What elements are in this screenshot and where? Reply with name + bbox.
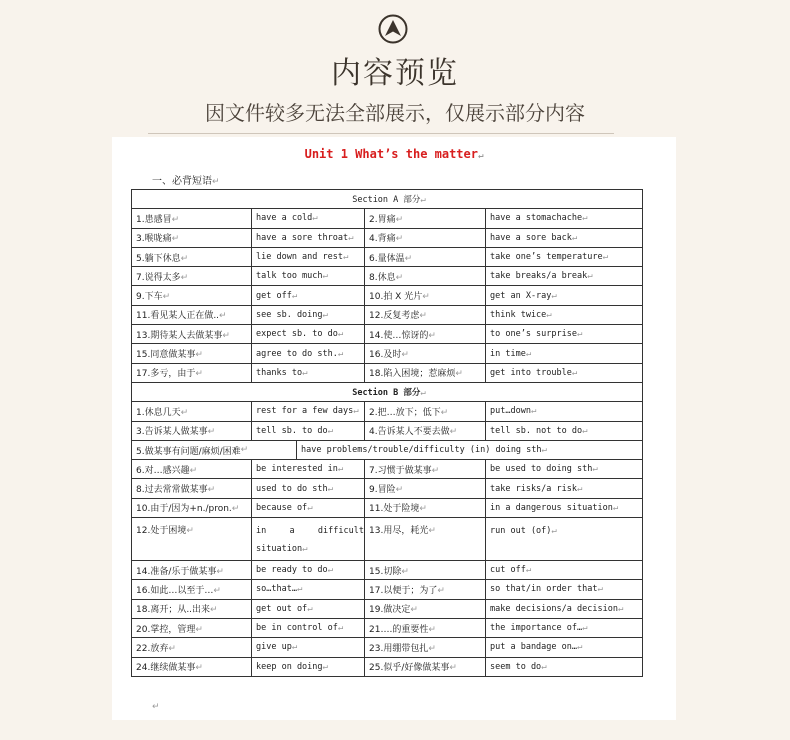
table-cell: seem to do↵: [486, 657, 643, 676]
table-cell: 10.拍 X 光片↵: [365, 286, 486, 305]
table-cell: to one’s surprise↵: [486, 325, 643, 344]
table-cell: 6.量体温↵: [365, 247, 486, 266]
table-cell: be interested in↵: [252, 460, 365, 479]
table-cell: 3.喉咙痛↵: [132, 228, 252, 247]
table-row: [132, 580, 643, 599]
table-row: [132, 460, 643, 479]
table-row: [132, 209, 643, 228]
table-cell: 10.由于/因为+n./pron.↵: [132, 498, 252, 517]
table-cell: 5.做某事有问题/麻烦/困难 ↵: [132, 441, 297, 459]
table-cell: expect sb. to do↵: [252, 325, 365, 344]
table-cell: lie down and rest↵: [252, 247, 365, 266]
table-cell: get out of↵: [252, 599, 365, 618]
wide-row-cell: [132, 440, 643, 459]
table-cell: 18.陷入困境；惹麻烦↵: [365, 363, 486, 382]
table-row: [132, 518, 643, 561]
table-row: [132, 440, 643, 459]
section-header-row: [132, 190, 643, 209]
table-cell: talk too much↵: [252, 267, 365, 286]
table-cell: 8.休息↵: [365, 267, 486, 286]
table-cell: take one’s temperature↵: [486, 247, 643, 266]
table-cell: be ready to do↵: [252, 561, 365, 580]
table-cell: 2.胃痛↵: [365, 209, 486, 228]
table-cell: 18.离开；从..出来↵: [132, 599, 252, 618]
table-cell: give up↵: [252, 638, 365, 657]
table-row: [132, 479, 643, 498]
table-cell: 7.说得太多↵: [132, 267, 252, 286]
table-cell: 9.冒险↵: [365, 479, 486, 498]
table-cell: 11.看见某人正在做..↵: [132, 305, 252, 324]
table-cell: so…that…↵: [252, 580, 365, 599]
table-cell: get into trouble↵: [486, 363, 643, 382]
table-cell: the importance of…↵: [486, 618, 643, 637]
table-cell: 19.做决定↵: [365, 599, 486, 618]
section-heading: 一、必背短语↵: [152, 176, 220, 187]
table-row: [132, 599, 643, 618]
table-cell: 11.处于险境↵: [365, 498, 486, 517]
table-cell: 17.多亏，由于↵: [132, 363, 252, 382]
table-row: [132, 286, 643, 305]
table-cell: rest for a few days↵: [252, 402, 365, 421]
table-cell: make decisions/a decision↵: [486, 599, 643, 618]
table-cell: 12.反复考虑↵: [365, 305, 486, 324]
table-cell: 1.休息几天↵: [132, 402, 252, 421]
page-subtitle: 因文件较多无法全部展示，仅展示部分内容: [205, 101, 585, 125]
table-cell: have a stomachache↵: [486, 209, 643, 228]
table-cell: 1.患感冒↵: [132, 209, 252, 228]
table-row: [132, 421, 643, 440]
table-cell: 13.期待某人去做某事↵: [132, 325, 252, 344]
table-row: [132, 402, 643, 421]
table-cell: 22.放弃↵: [132, 638, 252, 657]
table-cell: 21….的重要性↵: [365, 618, 486, 637]
paragraph-mark: ↵: [152, 702, 160, 712]
table-cell: 3.告诉某人做某事↵: [132, 421, 252, 440]
table-cell: agree to do sth.↵: [252, 344, 365, 363]
table-cell: in a dangerous situation↵: [486, 498, 643, 517]
table-cell: see sb. doing↵: [252, 305, 365, 324]
phrase-table: [131, 189, 643, 677]
table-cell: cut off↵: [486, 561, 643, 580]
table-row: [132, 618, 643, 637]
table-cell: take breaks/a break↵: [486, 267, 643, 286]
table-row: [132, 305, 643, 324]
table-cell: be used to doing sth↵: [486, 460, 643, 479]
document-preview: [112, 137, 676, 720]
table-row: [132, 267, 643, 286]
table-row: [132, 247, 643, 266]
table-cell: get an X-ray↵: [486, 286, 643, 305]
table-row: [132, 561, 643, 580]
table-cell: tell sb. not to do↵: [486, 421, 643, 440]
table-cell: 12.处于困境↵: [132, 518, 252, 561]
table-cell: think twice↵: [486, 305, 643, 324]
table-cell: 20.掌控，管理↵: [132, 618, 252, 637]
table-cell: 23.用绷带包扎↵: [365, 638, 486, 657]
table-cell: have problems/trouble/difficulty (in) doing sth ↵: [301, 445, 547, 455]
table-cell: because of↵: [252, 498, 365, 517]
table-row: [132, 228, 643, 247]
table-cell: have a sore back↵: [486, 228, 643, 247]
divider: [148, 133, 614, 134]
table-cell: get off↵: [252, 286, 365, 305]
table-row: [132, 344, 643, 363]
table-cell: 24.继续做某事↵: [132, 657, 252, 676]
table-cell: 9.下车↵: [132, 286, 252, 305]
table-cell: 16.及时↵: [365, 344, 486, 363]
table-cell: 2.把…放下；低下↵: [365, 402, 486, 421]
section-header-row: [132, 382, 643, 401]
table-cell: 4.告诉某人不要去做↵: [365, 421, 486, 440]
table-cell: tell sb. to do↵: [252, 421, 365, 440]
table-cell: 16.如此…以至于…↵: [132, 580, 252, 599]
table-cell: run out (of)↵: [486, 518, 643, 561]
table-cell: put a bandage on…↵: [486, 638, 643, 657]
table-cell: thanks to↵: [252, 363, 365, 382]
table-row: [132, 498, 643, 517]
compass-arrow-icon: [378, 14, 408, 44]
table-cell: in time↵: [486, 344, 643, 363]
table-cell: 13.用尽，耗光↵: [365, 518, 486, 561]
table-cell: in a difficult situation↵: [252, 518, 365, 561]
section-title: Section A 部分↵: [132, 190, 643, 209]
table-row: [132, 363, 643, 382]
table-row: [132, 638, 643, 657]
table-row: [132, 657, 643, 676]
table-cell: 5.躺下休息↵: [132, 247, 252, 266]
table-cell: 8.过去常常做某事↵: [132, 479, 252, 498]
table-cell: 14.使…惊讶的↵: [365, 325, 486, 344]
table-cell: take risks/a risk↵: [486, 479, 643, 498]
table-cell: keep on doing↵: [252, 657, 365, 676]
table-cell: 4.背痛↵: [365, 228, 486, 247]
table-row: [132, 325, 643, 344]
table-cell: put…down↵: [486, 402, 643, 421]
table-cell: 17.以便于；为了↵: [365, 580, 486, 599]
table-cell: 25.似乎/好像做某事↵: [365, 657, 486, 676]
table-cell: be in control of↵: [252, 618, 365, 637]
table-cell: 6.对…感兴趣↵: [132, 460, 252, 479]
table-cell: used to do sth↵: [252, 479, 365, 498]
table-cell: have a cold↵: [252, 209, 365, 228]
table-cell: so that/in order that↵: [486, 580, 643, 599]
table-cell: 14.准备/乐于做某事↵: [132, 561, 252, 580]
table-cell: 15.切除↵: [365, 561, 486, 580]
table-cell: 15.同意做某事↵: [132, 344, 252, 363]
section-title: Section B 部分↵: [132, 382, 643, 401]
document-title: Unit 1 What’s the matter↵: [304, 147, 484, 161]
page-title: 内容预览: [331, 56, 459, 91]
table-cell: 7.习惯于做某事↵: [365, 460, 486, 479]
table-cell: have a sore throat↵: [252, 228, 365, 247]
